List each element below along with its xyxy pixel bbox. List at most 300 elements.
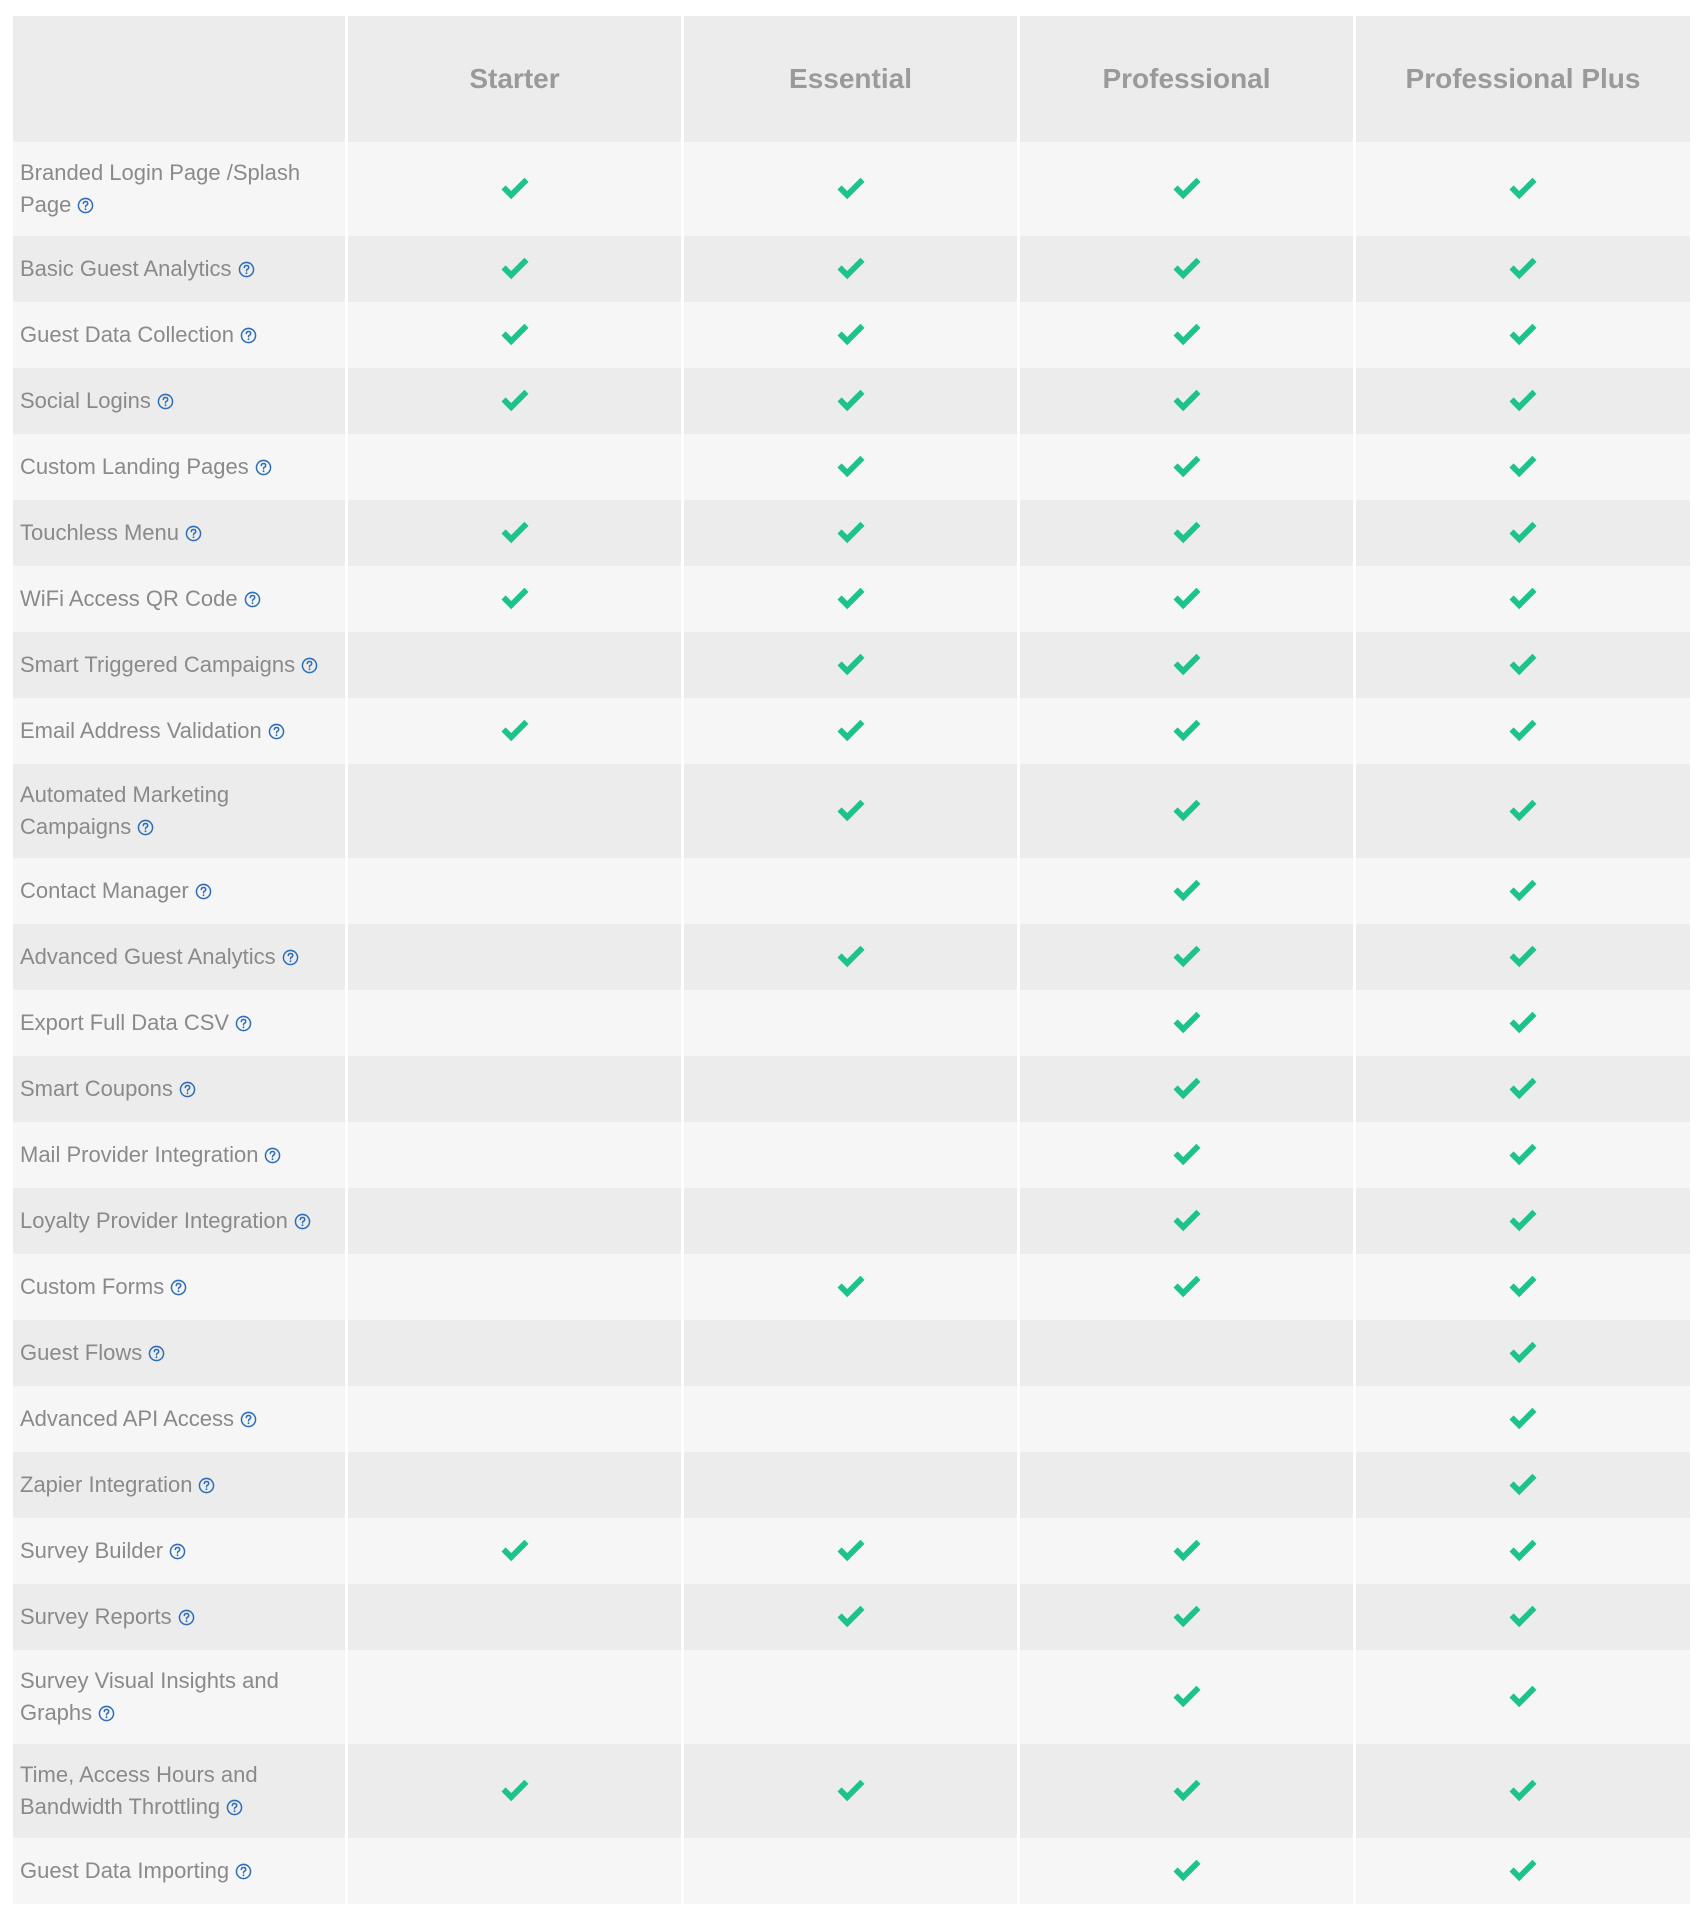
feature-cell [13,368,348,434]
plan-cell-starter [348,1650,684,1744]
feature-label [20,1665,335,1729]
table-row [13,500,1690,566]
help-icon[interactable] [240,327,257,344]
feature-cell [13,1838,348,1904]
feature-label [20,1007,252,1039]
check-icon [1508,1275,1538,1299]
check-icon [836,799,866,823]
help-icon[interactable] [244,591,261,608]
help-icon[interactable] [169,1543,186,1560]
help-icon[interactable] [238,261,255,278]
check-icon [836,719,866,743]
feature-cell [13,1452,348,1518]
plan-cell-professional-plus [1356,1320,1690,1386]
help-icon[interactable] [226,1799,243,1816]
plan-cell-professional [1020,1320,1356,1386]
table-row [13,236,1690,302]
feature-name: Branded Login Page /Splash Page [20,160,301,217]
plan-cell-starter [348,1188,684,1254]
feature-label [20,1855,252,1887]
feature-name: Custom Forms [20,1274,165,1299]
check-icon [1172,1859,1202,1883]
plan-cell-professional-plus [1356,500,1690,566]
plan-cell-essential [684,236,1020,302]
check-icon [500,719,530,743]
help-icon[interactable] [179,1081,196,1098]
table-row [13,764,1690,858]
feature-label [20,385,174,417]
feature-name: WiFi Access QR Code [20,586,238,611]
feature-cell [13,1254,348,1320]
feature-name: Advanced API Access [20,1406,235,1431]
check-icon [1172,587,1202,611]
help-icon[interactable] [240,1411,257,1428]
plan-cell-essential [684,1518,1020,1584]
feature-label [20,1337,165,1369]
check-icon [1172,177,1202,201]
table-row [13,1584,1690,1650]
feature-label [20,1535,186,1567]
feature-cell [13,990,348,1056]
plan-name-professional: Professional [1102,63,1271,94]
plan-cell-professional [1020,990,1356,1056]
check-icon [1508,521,1538,545]
feature-label [20,1759,335,1823]
check-icon [1172,1685,1202,1709]
check-icon [1508,177,1538,201]
help-icon[interactable] [198,1477,215,1494]
plan-cell-professional-plus [1356,236,1690,302]
plan-cell-essential [684,698,1020,764]
check-icon [1508,879,1538,903]
check-icon [1508,1859,1538,1883]
check-icon [836,455,866,479]
check-icon [1508,587,1538,611]
plan-cell-essential [684,500,1020,566]
table-row [13,1744,1690,1838]
table-row [13,924,1690,990]
plan-cell-essential [684,1744,1020,1838]
plan-cell-essential [684,1320,1020,1386]
plan-cell-starter [348,1254,684,1320]
plan-cell-essential [684,1386,1020,1452]
feature-cell [13,142,348,236]
check-icon [1172,945,1202,969]
plan-cell-starter [348,698,684,764]
feature-cell [13,764,348,858]
check-icon [1508,719,1538,743]
check-icon [500,389,530,413]
plan-cell-starter [348,1320,684,1386]
feature-name: Smart Coupons [20,1076,173,1101]
plan-cell-professional [1020,434,1356,500]
table-row [13,1452,1690,1518]
check-icon [836,323,866,347]
plan-name-essential: Essential [789,63,912,94]
feature-name: Email Address Validation [20,718,262,743]
check-icon [1508,1011,1538,1035]
plan-cell-professional [1020,764,1356,858]
plan-cell-professional [1020,1452,1356,1518]
feature-label [20,157,335,221]
table-row [13,1518,1690,1584]
feature-label [20,875,212,907]
check-icon [836,1539,866,1563]
plan-cell-professional-plus [1356,1188,1690,1254]
help-icon[interactable] [255,459,272,476]
plan-cell-essential [684,434,1020,500]
plan-cell-starter [348,1386,684,1452]
feature-label [20,779,335,843]
plan-cell-essential [684,142,1020,236]
check-icon [500,521,530,545]
plan-cell-starter [348,434,684,500]
feature-name: Loyalty Provider Integration [20,1208,288,1233]
help-icon[interactable] [98,1705,115,1722]
plan-cell-professional [1020,1838,1356,1904]
feature-name: Guest Data Collection [20,322,234,347]
feature-name: Automated Marketing Campaigns [20,782,230,839]
check-icon [1172,257,1202,281]
check-icon [1508,1143,1538,1167]
help-icon[interactable] [77,197,94,214]
feature-cell [13,1386,348,1452]
plan-cell-professional [1020,1744,1356,1838]
plan-cell-professional [1020,1254,1356,1320]
help-icon[interactable] [235,1863,252,1880]
check-icon [836,1275,866,1299]
table-row [13,858,1690,924]
feature-cell [13,1518,348,1584]
check-icon [1172,653,1202,677]
feature-name: Survey Builder [20,1538,164,1563]
plan-cell-professional [1020,566,1356,632]
plan-cell-professional-plus [1356,368,1690,434]
plan-cell-starter [348,1744,684,1838]
check-icon [836,653,866,677]
help-icon[interactable] [264,1147,281,1164]
plan-cell-starter [348,500,684,566]
table-row [13,1122,1690,1188]
table-row [13,142,1690,236]
check-icon [1508,257,1538,281]
plan-cell-professional-plus [1356,764,1690,858]
check-icon [500,1779,530,1803]
plan-cell-essential [684,1650,1020,1744]
feature-name: Survey Visual Insights and Graphs [20,1668,279,1725]
plan-cell-professional-plus [1356,858,1690,924]
check-icon [1508,1779,1538,1803]
plan-cell-starter [348,1056,684,1122]
check-icon [1508,1539,1538,1563]
feature-cell [13,698,348,764]
plan-cell-essential [684,1452,1020,1518]
check-icon [1172,1539,1202,1563]
feature-cell [13,566,348,632]
table-row [13,1320,1690,1386]
check-icon [836,945,866,969]
feature-label [20,517,202,549]
plan-cell-essential [684,990,1020,1056]
table-row [13,302,1690,368]
plan-cell-professional [1020,632,1356,698]
feature-cell [13,434,348,500]
table-row [13,434,1690,500]
plan-cell-professional-plus [1356,142,1690,236]
plan-cell-starter [348,1584,684,1650]
plan-name-professional-plus: Professional Plus [1405,63,1641,94]
plan-cell-professional-plus [1356,990,1690,1056]
plan-cell-professional-plus [1356,1744,1690,1838]
plan-cell-starter [348,142,684,236]
plan-cell-professional [1020,1584,1356,1650]
check-icon [1508,389,1538,413]
table-row [13,698,1690,764]
feature-label [20,715,285,747]
plan-cell-starter [348,236,684,302]
feature-cell [13,1584,348,1650]
feature-label [20,1271,187,1303]
table-header [13,16,1690,142]
feature-label [20,1073,196,1105]
plan-cell-professional-plus [1356,1386,1690,1452]
plan-cell-starter [348,1452,684,1518]
plan-cell-essential [684,924,1020,990]
check-icon [1508,323,1538,347]
plan-cell-professional-plus [1356,924,1690,990]
feature-cell [13,500,348,566]
plan-cell-professional [1020,500,1356,566]
plan-cell-essential [684,632,1020,698]
plan-cell-essential [684,1188,1020,1254]
feature-name: Custom Landing Pages [20,454,249,479]
plan-cell-professional-plus [1356,1452,1690,1518]
feature-cell [13,1056,348,1122]
feature-label [20,451,272,483]
plan-cell-professional [1020,924,1356,990]
check-icon [1172,799,1202,823]
plan-cell-professional [1020,1650,1356,1744]
feature-label [20,319,257,351]
plan-cell-essential [684,1056,1020,1122]
plan-cell-starter [348,990,684,1056]
plan-cell-professional-plus [1356,698,1690,764]
check-icon [1172,719,1202,743]
table-row [13,990,1690,1056]
plan-cell-essential [684,302,1020,368]
check-icon [1172,1011,1202,1035]
plan-cell-professional [1020,1518,1356,1584]
plan-cell-starter [348,368,684,434]
check-icon [500,587,530,611]
check-icon [1508,945,1538,969]
check-icon [1172,323,1202,347]
feature-label [20,1139,281,1171]
plan-cell-starter [348,764,684,858]
plan-cell-starter [348,302,684,368]
check-icon [1172,1605,1202,1629]
feature-label [20,583,261,615]
help-icon[interactable] [301,657,318,674]
header-cell-professional-plus [1356,16,1690,142]
feature-cell [13,858,348,924]
plan-cell-professional-plus [1356,1838,1690,1904]
check-icon [1172,1077,1202,1101]
plan-cell-starter [348,632,684,698]
help-icon[interactable] [235,1015,252,1032]
plan-cell-essential [684,1584,1020,1650]
pricing-comparison-table [13,16,1690,1904]
help-icon[interactable] [185,525,202,542]
check-icon [1172,1143,1202,1167]
feature-cell [13,236,348,302]
plan-cell-essential [684,764,1020,858]
table-row [13,632,1690,698]
check-icon [1172,389,1202,413]
table-row [13,1254,1690,1320]
check-icon [836,389,866,413]
check-icon [1172,455,1202,479]
feature-cell [13,924,348,990]
table-row [13,1056,1690,1122]
plan-cell-starter [348,1122,684,1188]
plan-name-starter: Starter [469,63,560,94]
plan-cell-starter [348,1838,684,1904]
check-icon [1508,1077,1538,1101]
plan-cell-professional-plus [1356,1584,1690,1650]
check-icon [1172,879,1202,903]
table-body [13,142,1690,1904]
check-icon [836,587,866,611]
plan-cell-professional-plus [1356,1056,1690,1122]
check-icon [1508,799,1538,823]
header-cell-empty [13,16,348,142]
check-icon [1508,1685,1538,1709]
feature-name: Contact Manager [20,878,189,903]
table-row [13,1650,1690,1744]
check-icon [500,177,530,201]
help-icon[interactable] [178,1609,195,1626]
plan-cell-professional [1020,1122,1356,1188]
check-icon [500,257,530,281]
plan-cell-professional-plus [1356,1122,1690,1188]
plan-cell-professional-plus [1356,1518,1690,1584]
table-row [13,566,1690,632]
plan-cell-professional [1020,1188,1356,1254]
feature-name: Survey Reports [20,1604,172,1629]
plan-cell-starter [348,858,684,924]
plan-cell-professional [1020,1386,1356,1452]
feature-cell [13,632,348,698]
check-icon [1508,653,1538,677]
feature-cell [13,1320,348,1386]
header-cell-starter [348,16,684,142]
plan-cell-essential [684,1254,1020,1320]
check-icon [1508,1341,1538,1365]
header-cell-essential [684,16,1020,142]
plan-cell-starter [348,566,684,632]
plan-cell-professional [1020,142,1356,236]
check-icon [1508,1473,1538,1497]
help-icon[interactable] [195,883,212,900]
header-cell-professional [1020,16,1356,142]
feature-name: Touchless Menu [20,520,179,545]
check-icon [500,1539,530,1563]
feature-label [20,253,255,285]
feature-name: Guest Data Importing [20,1858,230,1883]
help-icon[interactable] [268,723,285,740]
check-icon [1172,521,1202,545]
feature-name: Time, Access Hours and Bandwidth Throttling [20,1762,258,1819]
check-icon [1508,1209,1538,1233]
feature-label [20,941,299,973]
check-icon [1172,1209,1202,1233]
check-icon [836,1779,866,1803]
feature-name: Smart Triggered Campaigns [20,652,296,677]
feature-label [20,1205,311,1237]
check-icon [1172,1275,1202,1299]
help-icon[interactable] [294,1213,311,1230]
plan-cell-professional-plus [1356,566,1690,632]
table-row [13,1838,1690,1904]
plan-cell-professional-plus [1356,434,1690,500]
feature-label [20,649,318,681]
help-icon[interactable] [157,393,174,410]
help-icon[interactable] [148,1345,165,1362]
plan-cell-professional-plus [1356,632,1690,698]
feature-cell [13,1744,348,1838]
feature-cell [13,1188,348,1254]
check-icon [836,177,866,201]
feature-name: Zapier Integration [20,1472,193,1497]
plan-cell-essential [684,1122,1020,1188]
plan-cell-essential [684,858,1020,924]
help-icon[interactable] [282,949,299,966]
plan-cell-professional [1020,236,1356,302]
help-icon[interactable] [137,819,154,836]
plan-cell-professional-plus [1356,1254,1690,1320]
check-icon [500,323,530,347]
feature-name: Guest Flows [20,1340,143,1365]
plan-cell-professional-plus [1356,1650,1690,1744]
feature-cell [13,302,348,368]
feature-name: Social Logins [20,388,151,413]
table-row [13,368,1690,434]
feature-name: Export Full Data CSV [20,1010,230,1035]
check-icon [836,521,866,545]
plan-cell-essential [684,368,1020,434]
check-icon [1172,1779,1202,1803]
feature-cell [13,1122,348,1188]
plan-cell-professional [1020,858,1356,924]
help-icon[interactable] [170,1279,187,1296]
check-icon [1508,1407,1538,1431]
feature-cell [13,1650,348,1744]
plan-cell-professional [1020,368,1356,434]
check-icon [836,1605,866,1629]
plan-cell-professional [1020,302,1356,368]
plan-cell-professional-plus [1356,302,1690,368]
plan-cell-essential [684,1838,1020,1904]
plan-cell-professional [1020,1056,1356,1122]
feature-label [20,1469,215,1501]
feature-label [20,1601,195,1633]
plan-cell-starter [348,1518,684,1584]
table-row [13,1188,1690,1254]
plan-cell-essential [684,566,1020,632]
plan-cell-starter [348,924,684,990]
feature-name: Mail Provider Integration [20,1142,259,1167]
